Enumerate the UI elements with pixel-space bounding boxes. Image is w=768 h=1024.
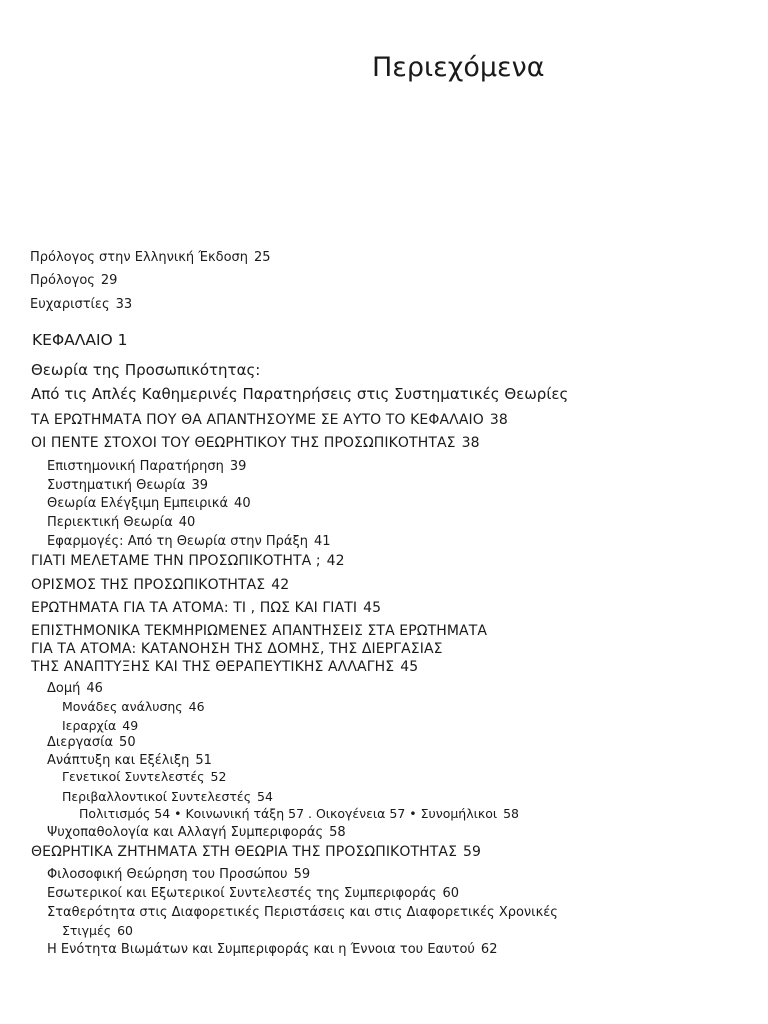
toc-page-number: 25 [254,250,271,265]
toc-subsection[interactable] [47,534,331,549]
toc-entry-text: Ευχαριστίες [30,297,110,312]
toc-page-number: 38 [461,435,480,451]
toc-page-number: 50 [119,735,136,750]
toc-subsection[interactable] [47,681,103,696]
toc-subsection[interactable] [47,867,310,882]
toc-section[interactable] [31,577,289,593]
toc-entry-text: ΘΕΩΡΗΤΙΚΑ ΖΗΤΗΜΑΤΑ ΣΤΗ ΘΕΩΡΙΑ ΤΗΣ ΠΡΟΣΩΠΙΚΟΤΗΤΑΣ [31,844,458,860]
toc-subsection[interactable] [47,753,212,768]
toc-entry-text: Δομή [47,681,81,696]
toc-entry-text: Σταθερότητα στις Διαφορετικές Περιστάσεις και στις Διαφορετικές Χρονικές [47,905,558,920]
toc-section[interactable] [31,553,345,569]
chapter-label: ΚΕΦΑΛΑΙΟ 1 [32,331,128,349]
toc-entry-text: ΟΙ ΠΕΝΤΕ ΣΤΟΧΟΙ ΤΟΥ ΘΕΩΡΗΤΙΚΟΥ ΤΗΣ ΠΡΟΣΩΠΙΚΟΤΗΤΑΣ [31,435,456,451]
toc-page-number: 39 [229,459,247,474]
toc-entry-text: Συστηματική Θεωρία [47,478,186,493]
chapter-title: Θεωρία της Προσωπικότητας: [31,361,261,379]
toc-page-number: 60 [117,923,134,938]
toc-subsubsection[interactable] [62,718,138,733]
toc-page-number: 29 [100,273,118,288]
toc-entry-text: Περιβαλλοντικοί Συντελεστές [62,789,252,804]
toc-page-number: 58 [329,825,346,840]
toc-page-number: 52 [210,769,227,784]
toc-subsection-continued[interactable] [62,923,133,938]
toc-front-entry[interactable] [30,250,271,265]
toc-entry-text: Επιστημονική Παρατήρηση [47,459,224,474]
toc-entry-text: ΓΙΑ ΤΑ ΑΤΟΜΑ: ΚΑΤΑΝΟΗΣΗ ΤΗΣ ΔΟΜΗΣ, ΤΗΣ ΔΙΕΡΓΑΣΙΑΣ [31,641,443,657]
toc-entry-text: Πολιτισμός 54 • Κοινωνική τάξη 57 . Οικογένεια 57 • Συνομήλικοι [79,806,498,821]
toc-page-number: 45 [400,659,419,675]
toc-section-continued[interactable] [31,641,443,657]
toc-subsection[interactable] [47,942,497,957]
toc-entry-text: Στιγμές [62,923,112,938]
toc-subsection[interactable] [47,459,246,474]
toc-entry-text: Γενετικοί Συντελεστές [62,769,205,784]
toc-section[interactable] [31,435,480,451]
toc-entry-text: ΤΗΣ ΑΝΑΠΤΥΞΗΣ ΚΑΙ ΤΗΣ ΘΕΡΑΠΕΥΤΙΚΗΣ ΑΛΛΑΓΗΣ [31,659,395,675]
toc-entry-text: Θεωρία Ελέγξιμη Εμπειρικά [47,496,229,511]
toc-page-number: 40 [178,515,196,530]
toc-page-number: 49 [122,718,139,733]
chapter-subtitle: Από τις Απλές Καθημερινές Παρατηρήσεις στις Συστηματικές Θεωρίες [31,385,569,403]
toc-section[interactable] [31,844,481,860]
toc-page-number: 54 [257,789,273,804]
page-title: Περιεχόμενα [372,52,545,83]
toc-entry-text: Διεργασία [47,735,114,750]
toc-page-number: 60 [442,886,460,901]
toc-page-number: 42 [326,553,345,569]
toc-page-number: 46 [86,681,103,696]
toc-entry-text: Πρόλογος στην Ελληνική Έκδοση [30,250,249,265]
toc-entry-text: ΤΑ ΕΡΩΤΗΜΑΤΑ ΠΟΥ ΘΑ ΑΠΑΝΤΗΣΟΥΜΕ ΣΕ ΑΥΤΟ ΤΟ ΚΕΦΑΛΑΙΟ [31,412,484,428]
toc-section[interactable] [31,600,381,616]
toc-subsection[interactable] [47,478,208,493]
toc-section[interactable] [31,623,487,639]
toc-entry-text: Εσωτερικοί και Εξωτερικοί Συντελεστές της Συμπεριφοράς [47,886,437,901]
toc-page-number: 39 [191,478,209,493]
toc-page-number: 38 [489,412,508,428]
toc-page-number: 40 [234,496,251,511]
toc-entry-text: Ψυχοπαθολογία και Αλλαγή Συμπεριφοράς [47,825,324,840]
toc-entry-text: Περιεκτική Θεωρία [47,515,173,530]
toc-page-number: 59 [293,867,311,882]
toc-entry-text: Ιεραρχία [62,718,117,733]
toc-subsubsection[interactable] [62,789,273,804]
toc-subsection[interactable] [47,515,195,530]
toc-page-number: 51 [195,753,212,768]
toc-page-number: 62 [480,942,498,957]
toc-subsection[interactable] [47,496,251,511]
toc-page-number: 42 [271,577,290,593]
toc-entry-text: Η Ενότητα Βιωμάτων και Συμπεριφοράς και η Έννοια του Εαυτού [47,942,475,957]
toc-page-number: 45 [363,600,382,616]
toc-entry-text: ΕΠΙΣΤΗΜΟΝΙΚΑ ΤΕΚΜΗΡΙΩΜΕΝΕΣ ΑΠΑΝΤΗΣΕΙΣ ΣΤΑ ΕΡΩΤΗΜΑΤΑ [31,623,488,639]
toc-entry-text: Μονάδες ανάλυσης [62,699,183,714]
toc-entry-text: ΟΡΙΣΜΟΣ ΤΗΣ ΠΡΟΣΩΠΙΚΟΤΗΤΑΣ [31,577,266,593]
toc-section-continued[interactable] [31,659,418,675]
toc-subsection[interactable] [47,735,136,750]
toc-section[interactable] [31,412,508,428]
toc-entry-text: Ανάπτυξη και Εξέλιξη [47,753,190,768]
toc-subsubsection[interactable] [62,769,226,784]
toc-entry-text: Εφαρμογές: Από τη Θεωρία στην Πράξη [47,534,308,549]
toc-entry-text: ΕΡΩΤΗΜΑΤΑ ΓΙΑ ΤΑ ΑΤΟΜΑ: ΤΙ , ΠΩΣ ΚΑΙ ΓΙΑΤΙ [31,600,358,616]
toc-page-number: 58 [503,806,520,821]
toc-front-entry[interactable] [30,273,117,288]
toc-page-number: 59 [463,844,482,860]
toc-front-entry[interactable] [30,297,132,312]
toc-subsection[interactable] [47,825,346,840]
toc-subsection[interactable] [47,905,558,920]
toc-page-number: 33 [115,297,133,312]
toc-subsection[interactable] [47,886,459,901]
toc-entry-text: Πρόλογος [30,273,95,288]
toc-page-number: 41 [313,534,331,549]
toc-page-number: 46 [188,699,205,714]
toc-entry-text: ΓΙΑΤΙ ΜΕΛΕΤΑΜΕ ΤΗΝ ΠΡΟΣΩΠΙΚΟΤΗΤΑ ; [31,553,321,569]
toc-detail-line[interactable] [79,806,519,821]
toc-entry-text: Φιλοσοφική Θεώρηση του Προσώπου [47,867,288,882]
toc-subsubsection[interactable] [62,699,205,714]
